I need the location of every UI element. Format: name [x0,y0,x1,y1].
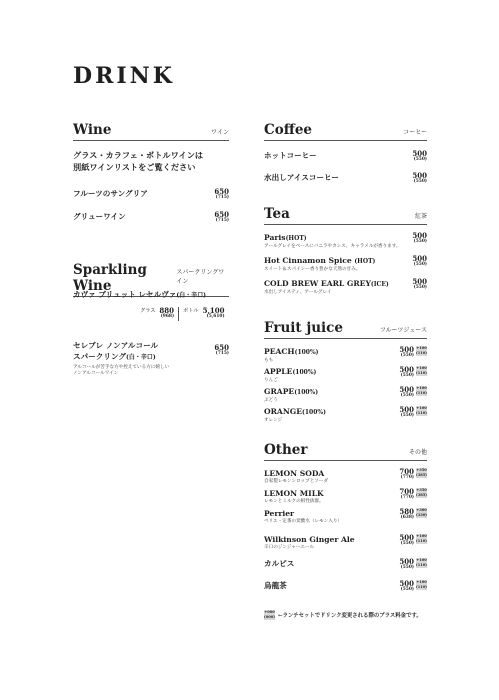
sparkling-title: Sparkling Wine [73,262,147,294]
fruit-item-orange [264,406,427,424]
item-name: カヴァ ブリュット レセルヴァ(白・辛口) [73,290,207,299]
item-price: 500 (550) [412,254,427,267]
plus-price-badge: +100 (110) [416,406,427,415]
wine-note-line2: 別紙ワインリストをご覧ください [73,162,196,172]
item-price: 500 (550) [399,365,414,378]
item-price: 700 (770) [399,467,414,480]
footer-note [264,610,422,620]
item-desc: もも [264,358,274,363]
sparkling-item-celebre [73,340,229,377]
other-subtitle: その他 [408,449,427,456]
item-price: 500 (550) [399,579,414,592]
wine-section [73,122,229,252]
item-price: 500 (550) [399,405,414,418]
tea-section [264,206,427,295]
item-price: 500 (550) [399,385,414,398]
item-name-line1: セレブレ ノンアルコール [73,341,159,350]
item-desc: 辛口のジンジャーエール [264,545,315,550]
wine-item-sangria [73,188,229,199]
item-desc: ぶどう [264,398,278,403]
sparkling-subtitle: スパークリングワイン [176,269,225,285]
plus-price-badge: +100 (110) [416,558,427,567]
fruit-subtitle: フルーツジュース [379,327,427,334]
coffee-item-iced [264,172,427,183]
item-name: 水出しアイスコーヒー [264,173,339,182]
tea-item-paris [264,232,427,250]
coffee-section [264,122,427,184]
plus-price-badge: +100 (110) [416,534,427,543]
fruit-item-peach [264,346,427,364]
item-name-line2: スパークリング(白・辛口) [73,352,156,361]
fruit-item-apple [264,366,427,384]
item-price: 500 (550) [399,345,414,358]
item-name: フルーツのサングリア [73,189,148,198]
glass-price: 880 (968) [159,306,175,319]
other-item-oolong [264,580,427,591]
coffee-header [264,122,427,141]
item-desc: りんご [264,378,278,383]
tea-header [264,206,427,225]
item-name: APPLE(100%) [264,367,317,376]
item-price: 580 (638) [399,507,414,520]
item-price: 700 (770) [399,487,414,500]
item-price: 500 (550) [399,557,414,570]
item-price: 500 (550) [399,533,414,546]
glass-label: グラス [140,308,156,314]
item-desc: レモンとミルクの相性抜群。 [264,499,324,504]
fruit-header [264,320,427,339]
left-column [73,122,229,376]
other-title: Other [264,442,308,458]
item-price: 650 (715) [214,210,229,223]
plus-price-badge: +100 (110) [416,366,427,375]
sparkling-item-cava [73,289,229,301]
cava-price-row [140,307,225,321]
wine-item-gluhwein [73,211,229,222]
item-price: 500 (550) [412,171,427,184]
item-name: PEACH(100%) [264,347,319,356]
item-name: 烏龍茶 [264,581,287,590]
other-item-calpis [264,558,427,569]
coffee-subtitle: コーヒー [403,129,427,136]
plus-price-badge: +350 (385) [416,488,427,497]
item-name: LEMON MILK [264,489,324,498]
plus-price-badge: +100 (110) [416,386,427,395]
fruit-title: Fruit juice [264,320,343,336]
item-price: 500 (550) [412,277,427,290]
bottle-label: ボトル [183,308,199,314]
divider [178,307,179,321]
other-section [264,442,427,592]
plus-price-badge: +300 (330) [416,508,427,517]
item-name: ORANGE(100%) [264,407,326,416]
plus-price-badge: +100 (110) [416,580,427,589]
item-name: Perrier [264,509,295,518]
item-desc: 自家製レモンシロップとソーダ [264,479,329,484]
tea-item-cinnamon [264,255,427,273]
fruit-item-grape [264,386,427,404]
item-price: 500 (550) [412,149,427,162]
item-desc: スイート＆スパイシー香り豊かな天然の甘み。 [264,267,361,272]
item-name: COLD BREW EARL GREY(ICE) [264,279,389,288]
plus-price-badge: +100 (110) [416,346,427,355]
wine-note-line1: グラス・カラフェ・ボトルワインは [73,150,204,160]
item-desc: ペリエ・定番の炭酸水（レモン入り） [264,519,343,524]
item-desc: 水出しアイスティ、アールグレイ [264,290,332,295]
other-item-perrier [264,508,427,525]
coffee-item-hot [264,150,427,161]
wine-header [73,122,229,141]
fruit-section [264,320,427,423]
wine-subtitle: ワイン [211,129,229,136]
bottle-price: 5,100 (5,610) [202,306,225,319]
wine-note [73,149,229,173]
coffee-title: Coffee [264,122,313,138]
item-price: 650 (715) [214,343,229,356]
item-desc: アールグレイをベースにバニラやカシス、キャラメルが香ります。 [264,244,401,249]
other-item-lemon-milk [264,488,427,505]
item-desc-line1: アルコールが苦手な方や控えている方に嬉しい [73,365,170,370]
sparkling-section [73,262,229,382]
item-name: ホットコーヒー [264,151,317,160]
wine-title: Wine [73,122,112,138]
tea-subtitle: 紅茶 [414,213,427,220]
tea-title: Tea [264,206,290,222]
other-item-ginger-ale [264,534,427,551]
item-name: GRAPE(100%) [264,387,319,396]
item-desc: オレンジ [264,418,283,423]
item-name: LEMON SODA [264,469,325,478]
other-item-lemon-soda [264,468,427,485]
item-name: カルピス [264,559,295,568]
plus-price-badge: +350 (385) [416,468,427,477]
item-price: 650 (715) [214,187,229,200]
item-name: グリューワイン [73,212,126,221]
tea-item-earlgrey [264,278,427,296]
page-title: DRINK [73,63,175,89]
item-name: Hot Cinnamon Spice (HOT) [264,256,376,265]
item-price: 500 (550) [412,231,427,244]
plus-price-badge: +000 (000) [264,610,275,619]
item-name: Wilkinson Ginger Ale [264,535,355,544]
other-header [264,442,427,461]
footer-text: ←ランチセットでドリンク変更される際のプラス料金です。 [278,613,422,619]
item-desc-line2: ノンアルコールワイン [73,371,119,376]
item-name: Paris(HOT) [264,233,307,242]
